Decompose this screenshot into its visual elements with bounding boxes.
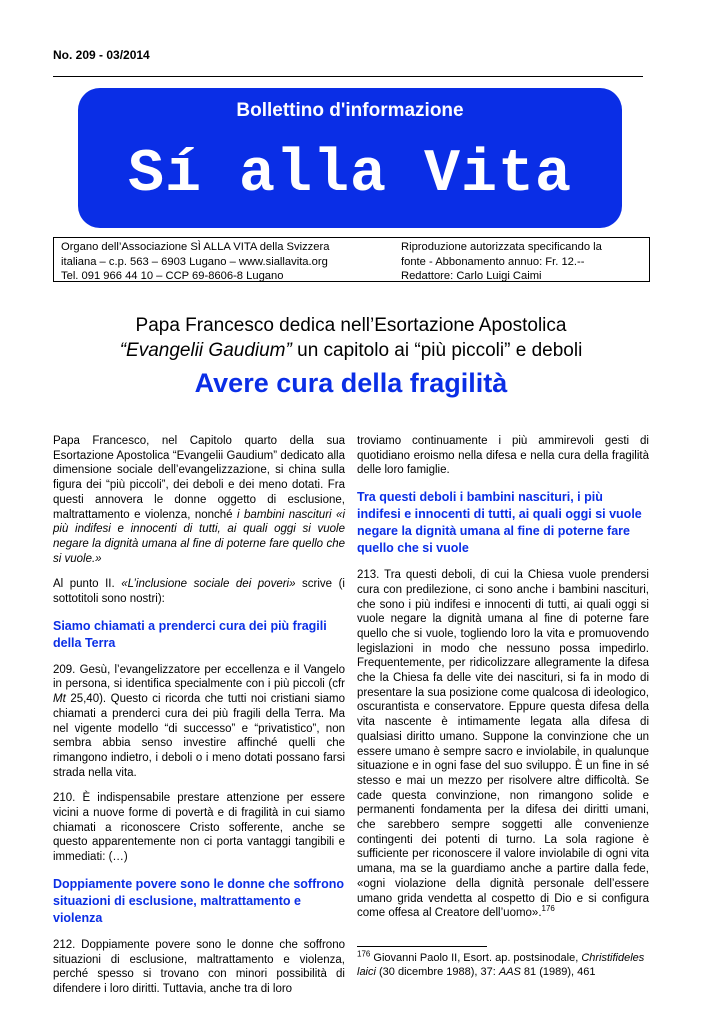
- paragraph-text: 209. Gesù, l’evangelizzatore per eccellenza e il Vangelo in persona, si identifica specialmente con i più piccoli (cfr: [53, 663, 345, 691]
- footnote-reference[interactable]: 176: [541, 904, 555, 914]
- info-line: fonte - Abbonamento annuo: Fr. 12.--: [401, 255, 585, 268]
- top-divider: [53, 76, 643, 77]
- footnote: [357, 951, 649, 979]
- info-line: Organo dell’Associazione SÌ ALLA VITA della Svizzera: [61, 241, 330, 253]
- paragraph-text: 213. Tra questi deboli, di cui la Chiesa vuole prendersi cura con predilezione, ci sono anche i bambini nascituri, che sono i più indifesi e innocenti di tutti, ai quali oggi si vuole negare la dignità umana al fine di poterne fare quello che si vuole, togliendo loro la vita e promuovendo legislazioni in modo che nessuno possa impedirlo. Frequentemente, per ridicolizzare allegramente la difesa che la Chiesa fa delle vite dei nascituri, si fa in modo di presentare la sua posizione come qualcosa di ideologico, oscurantista e conservatore. Eppure questa difesa della vita nascente è intimamente legata alla difesa di qualsiasi diritto umano. Suppone la convinzione che un essere umano è sempre sacro e inviolabile, in qualunque situazione e in ogni fase del suo sviluppo. È un fine in sé stesso e mai un mezzo per risolvere altre difficoltà. Se cade questa convinzione, non rimangono solide e permanenti fondamenta per la difesa dei diritti umani, che sarebbero sempre soggetti alle convenienze contingenti dei potenti di turno. La sola ragione è sufficiente per riconoscere il valore inviolabile di ogni vita umana, ma se la guardiamo anche a partire dalla fede, «ogni violazione della dignità personale dell’essere umano grida vendetta al cospetto di Dio e si configura come offesa al Creatore dell’uomo».: [357, 569, 649, 920]
- article-kicker: [53, 313, 649, 363]
- masthead-subtitle: Bollettino d'informazione: [236, 100, 464, 121]
- paragraph: [53, 577, 345, 606]
- column-left: [53, 434, 345, 1008]
- column-right: [357, 434, 649, 932]
- citation: Mt: [53, 693, 66, 706]
- section-heading: Siamo chiamati a prenderci cura dei più fragili della Terra: [53, 618, 327, 650]
- kicker-line-1: Papa Francesco dedica nell’Esortazione Apostolica: [135, 315, 567, 336]
- paragraph-text: scrive (i sottotitoli sono nostri):: [53, 578, 345, 606]
- association-info: [61, 240, 391, 284]
- paragraph: 210. È indispensabile prestare attenzione per essere vicini a nuove forme di povertà e di fragilità in cui siamo chiamati a riconoscere Cristo sofferente, anche se questo apparentemente non ci porta vantaggi tangibili e immediati: (…): [53, 792, 345, 864]
- subscription-info: [401, 240, 646, 284]
- paragraph-text: Al punto II.: [53, 578, 122, 591]
- info-line: Redattore: Carlo Luigi Caimi: [401, 270, 542, 282]
- kicker-document-name: “Evangelii Gaudium”: [119, 340, 292, 361]
- footnote-journal: AAS: [498, 966, 521, 978]
- footnote-text: (30 dicembre 1988), 37:: [375, 966, 499, 978]
- footnote-title: Christifideles laici: [357, 952, 645, 978]
- paragraph: [53, 663, 345, 781]
- info-line: italiana – c.p. 563 – 6903 Lugano – www.siallavita.org: [61, 255, 328, 268]
- masthead-banner: [78, 88, 622, 228]
- masthead-title: Sí alla Vita: [127, 141, 573, 209]
- paragraph-text: 25,40). Questo ci ricorda che tutti noi cristiani siamo chiamati a prenderci cura dei più fragili della Terra. Ma nel vigente modello “di successo” e “privatistico”, non sembra abbia senso investire affinché quelli che rimangono indietro, i deboli o i meno dotati possano farsi strada nella vita.: [53, 693, 345, 779]
- info-line: Riproduzione autorizzata specificando la: [401, 241, 602, 253]
- paragraph-continued: troviamo continuamente i più ammirevoli gesti di quotidiano eroismo nella difesa e nella cura della fragilità delle loro famiglie.: [357, 435, 649, 477]
- paragraph-quote: «L’inclusione sociale dei poveri»: [121, 578, 296, 591]
- section-heading: Doppiamente povere sono le donne che soffrono situazioni di esclusione, maltrattamento e violenza: [53, 876, 345, 925]
- article-title: Avere cura della fragilità: [194, 368, 508, 398]
- footnote-text: Giovanni Paolo II, Esort. ap. postsinodale,: [370, 952, 582, 964]
- paragraph: 212. Doppiamente povere sono le donne che soffrono situazioni di esclusione, maltrattamento e violenza, perché spesso si trovano con minori possibilità di difendere i loro diritti. Tuttavia, anche tra di loro: [53, 938, 345, 995]
- footnote-text: 81 (1989), 461: [520, 966, 596, 978]
- section-heading: Tra questi deboli i bambini nascituri, i più indifesi e innocenti di tutti, ai quali oggi si vuole negare la dignità umana al fine di poterne fare quello che si vuole: [357, 490, 642, 556]
- info-line: Tel. 091 966 44 10 – CCP 69-8606-8 Lugano: [61, 270, 284, 282]
- paragraph-text: Papa Francesco, nel Capitolo quarto della sua Esortazione Apostolica “Evangelii Gaudium” dedicato alla dimensione sociale dell’evangelizzazione, si china sulla figura dei “più piccoli”, dei deboli e dei meno dotati. Fra questi annovera le donne oggetto di esclusione, maltrattamento e violenza, nonché: [53, 435, 345, 521]
- paragraph-quote: i bambini nascituri «i più indifesi e innocenti di tutti, ai quali oggi si vuole negare la dignità umana al fine di poterne fare quello che si vuole.»: [53, 508, 345, 565]
- issue-number: No. 209 - 03/2014: [53, 48, 150, 62]
- footnote-number: 176: [357, 949, 371, 959]
- footnote-divider: [357, 946, 487, 947]
- publisher-info-box: [53, 237, 650, 282]
- paragraph: [357, 568, 649, 921]
- paragraph: [53, 434, 345, 566]
- kicker-line-2: un capitolo ai “più piccoli” e deboli: [291, 340, 583, 361]
